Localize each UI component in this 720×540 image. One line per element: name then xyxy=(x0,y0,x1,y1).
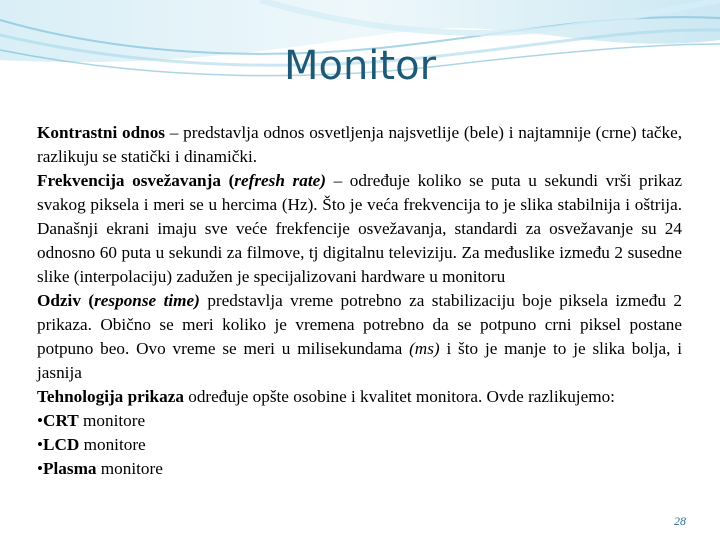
bullet-item xyxy=(37,457,682,481)
term-contrast: Kontrastni odnos xyxy=(37,123,165,142)
bullet-term: LCD xyxy=(43,435,80,454)
page-number: 28 xyxy=(674,514,686,528)
bullet-term: CRT xyxy=(43,411,79,430)
bullet-item xyxy=(37,409,682,433)
term-response: Odziv xyxy=(37,291,81,310)
refresh-text: – određuje koliko se puta u sekundi vrši prikaz svakog piksela i meri se u hercima (Hz). Što je veća frekvencija to je slika stabilnija i oštrija. Današnji ekrani imaju sve veće frekfencije osvežavanja, standardi za osvežavanje su 24 odnosno 60 puta u sekundi za filmove, tj digitalnu televiziju. Za međuslike između 2 susedne slike (interpolaciju) zadužen je specijalizovani hardware u monitoru xyxy=(37,171,682,286)
term-response-en: response time) xyxy=(94,291,200,310)
bullet-mark: • xyxy=(37,459,44,478)
bullet-mark: • xyxy=(37,411,44,430)
bullet-text: monitore xyxy=(79,435,146,454)
term-refresh: Frekvencija osvežavanja xyxy=(37,171,221,190)
paragraph-refresh-rate xyxy=(37,169,682,289)
paragraph-response-time xyxy=(37,289,682,385)
response-text-1: predstavlja vreme potrebno za stabilizaciju boje piksela između 2 prikaza. Obično se meri koliko je vremena potrebno da se potpuno crni piksel postane potpuno beo. Ovo vreme se meri u milisekundama xyxy=(37,291,683,358)
response-unit: (ms) xyxy=(409,339,440,358)
bullet-item xyxy=(37,433,682,457)
term-response-open: ( xyxy=(80,291,95,310)
slide-title: Monitor xyxy=(283,43,437,89)
bullet-mark: • xyxy=(37,435,44,454)
bullet-text: monitore xyxy=(78,411,146,430)
term-technology: Tehnologija prikaza xyxy=(37,387,184,406)
term-refresh-en: refresh rate) xyxy=(234,171,326,190)
technology-text: određuje opšte osobine i kvalitet monitora. Ovde razlikujemo: xyxy=(183,387,615,406)
response-text-2: i što je manje to je slika bolja, i jasnija xyxy=(37,339,682,382)
contrast-text: – predstavlja odnos osvetljenja najsvetlije (bele) i najtamnije (crne) tačke, razlikuju se statički i dinamički. xyxy=(37,123,682,166)
slide-body xyxy=(37,121,682,481)
bullet-term: Plasma xyxy=(43,459,97,478)
term-refresh-open: ( xyxy=(220,171,235,190)
bullet-text: monitore xyxy=(96,459,163,478)
paragraph-contrast xyxy=(37,121,682,169)
paragraph-technology xyxy=(37,385,682,409)
